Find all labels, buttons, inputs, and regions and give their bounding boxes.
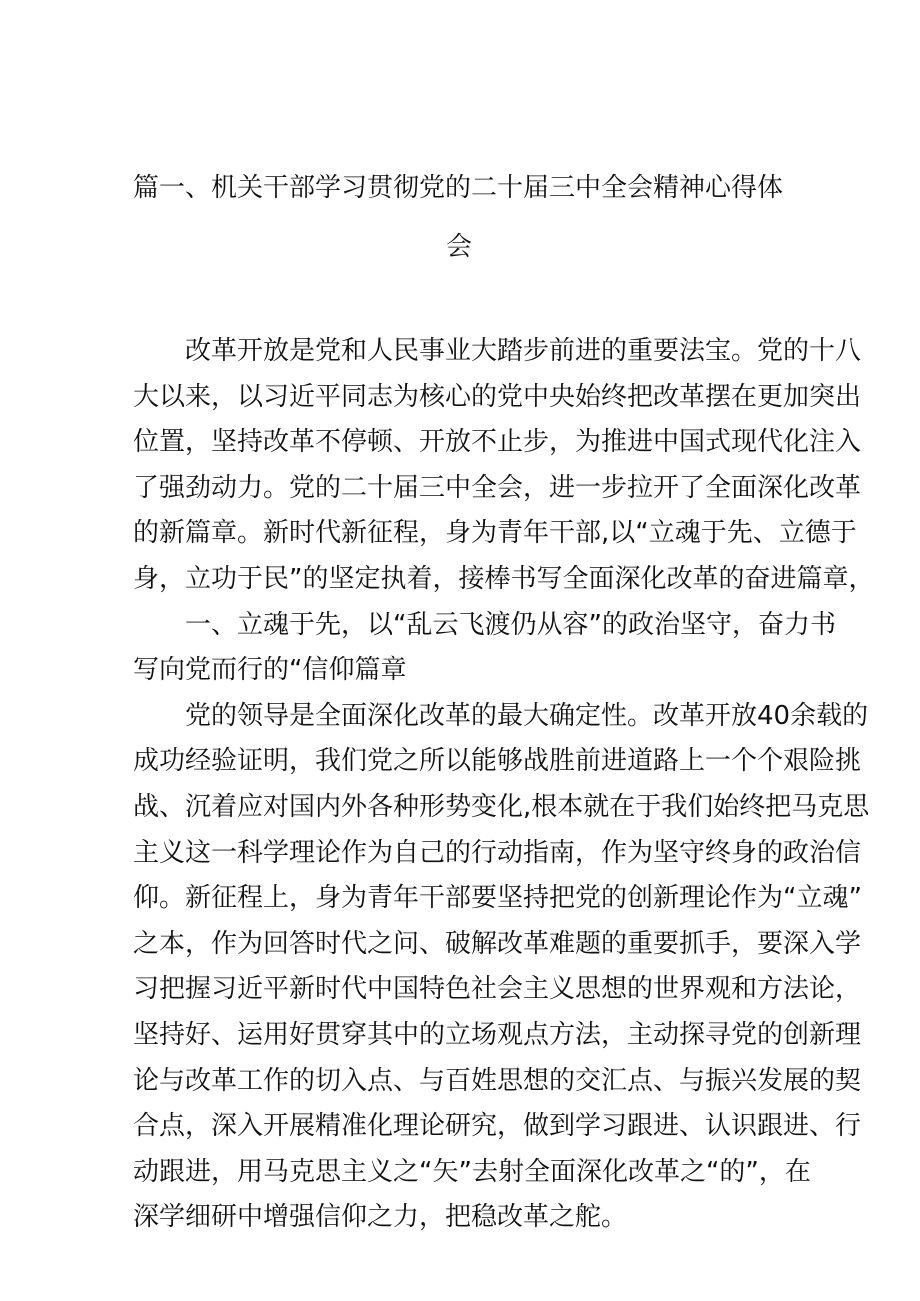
body-line: 大以来，以习近平同志为核心的党中央始终把改革摆在更加突出	[133, 381, 862, 412]
body-line: 习把握习近平新时代中国特色社会主义思想的世界观和方法论，	[133, 974, 862, 1005]
body-line: 合点，深入开展精准化理论研究，做到学习跟进、认识跟进、行	[133, 1111, 862, 1142]
document-body	[133, 329, 875, 1241]
body-line: 身，立功于民”的坚定执着，接棒书写全面深化改革的奋进篇章，	[133, 563, 875, 594]
section-heading-line: 一、立魂于先，以“乱云飞渡仍从容”的政治坚守，奋力书	[133, 609, 836, 640]
document-title: 篇一、机关干部学习贯彻党的二十届三中全会精神心得体	[133, 173, 784, 203]
body-line: 动跟进，用马克思主义之“矢”去射全面深化改革之“的”，在	[133, 1156, 811, 1187]
body-line: 深学细研中增强信仰之力，把稳改革之舵。	[133, 1202, 628, 1233]
body-line: 论与改革工作的切入点、与百姓思想的交汇点、与振兴发展的契	[133, 1065, 862, 1096]
body-line: 战、沉着应对国内外各种形势变化,根本就在于我们始终把马克思	[133, 791, 870, 822]
body-line: 了强劲动力。党的二十届三中全会，进一步拉开了全面深化改革	[133, 472, 862, 503]
body-line: 之本，作为回答时代之问、破解改革难题的重要抓手，要深入学	[133, 928, 862, 959]
body-line: 坚持好、运用好贯穿其中的立场观点方法，主动探寻党的创新理	[133, 1019, 862, 1050]
body-line: 仰。新征程上，身为青年干部要坚持把党的创新理论作为“立魂”	[133, 883, 862, 914]
body-line: 的新篇章。新时代新征程，身为青年干部,以“立魂于先、立德于	[133, 518, 857, 549]
body-line: 成功经验证明，我们党之所以能够战胜前进道路上一个个艰险挑	[133, 746, 862, 777]
body-line: 党的领导是全面深化改革的最大确定性。改革开放40余载的	[133, 700, 869, 731]
body-line: 位置，坚持改革不停顿、开放不止步，为推进中国式现代化注入	[133, 427, 862, 458]
body-line: 主义这一科学理论作为自己的行动指南，作为坚守终身的政治信	[133, 837, 862, 868]
body-line: 改革开放是党和人民事业大踏步前进的重要法宝。党的十八	[133, 336, 862, 366]
document-title-continuation: 会	[446, 232, 473, 262]
section-heading-line: 写向党而行的“信仰篇章	[133, 655, 407, 686]
